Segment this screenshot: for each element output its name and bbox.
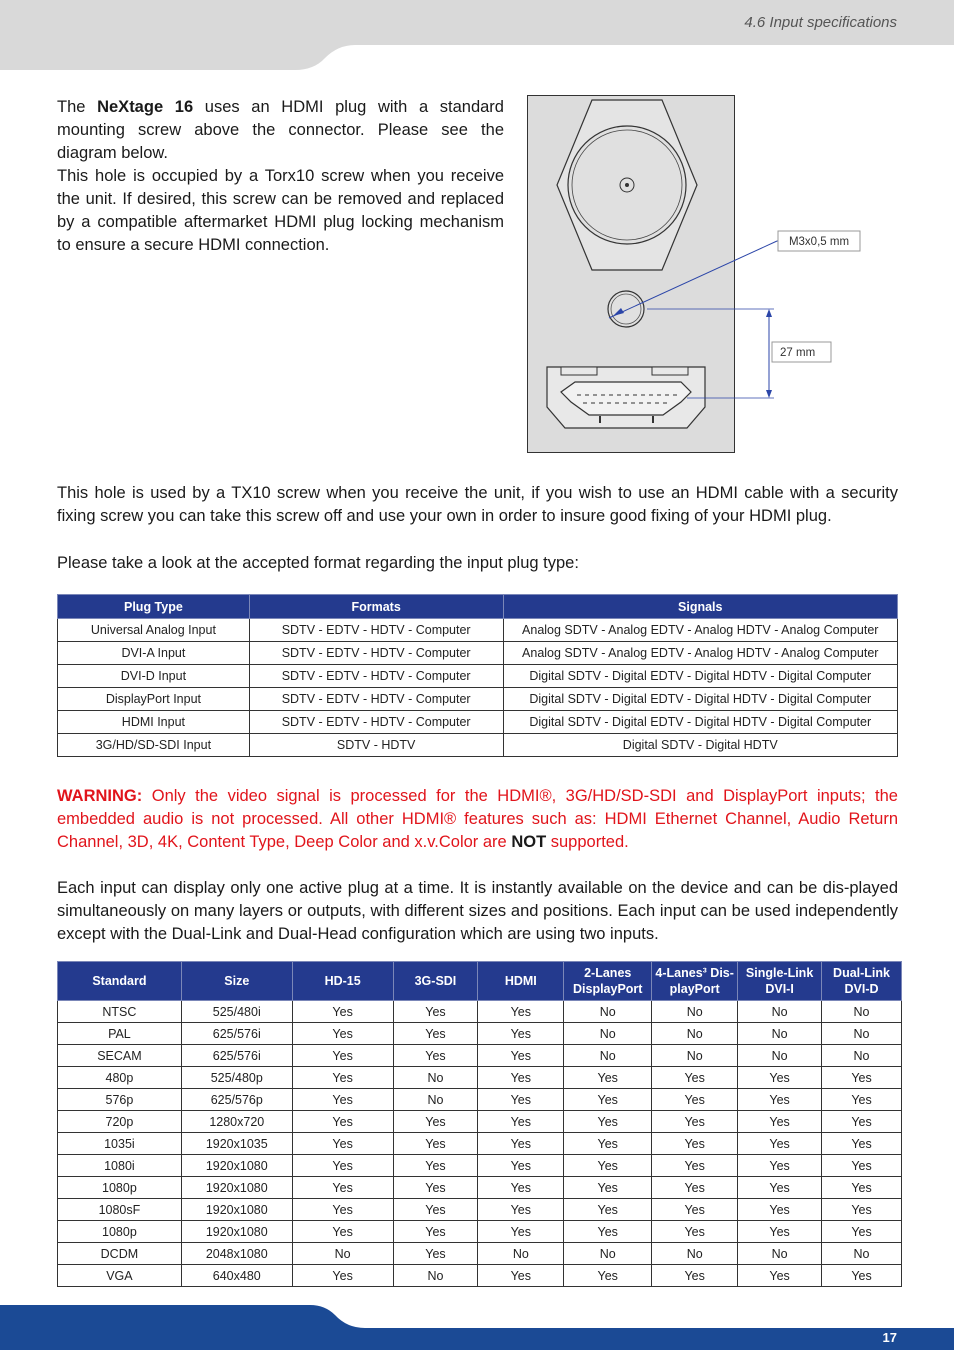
table-cell: SDTV - EDTV - HDTV - Computer — [249, 619, 503, 642]
table-row — [58, 734, 898, 757]
table-cell: Yes — [738, 1199, 822, 1221]
table-cell: Digital SDTV - Digital EDTV - Digital HDTV - Digital Computer — [503, 688, 898, 711]
distance-label: 27 mm — [780, 347, 816, 359]
table-cell: Yes — [478, 1001, 564, 1023]
table-cell: Digital SDTV - Digital EDTV - Digital HDTV - Digital Computer — [503, 711, 898, 734]
table-row — [58, 1221, 902, 1243]
table-row — [58, 688, 898, 711]
table-cell: SECAM — [58, 1045, 182, 1067]
table-cell: Yes — [738, 1155, 822, 1177]
not-emphasis: NOT — [511, 833, 547, 851]
table-row — [58, 711, 898, 734]
table-cell: Yes — [478, 1023, 564, 1045]
table-cell: 1080p — [58, 1221, 182, 1243]
table-cell: Yes — [292, 1155, 393, 1177]
table-cell: SDTV - EDTV - HDTV - Computer — [249, 688, 503, 711]
table-cell: Yes — [393, 1023, 478, 1045]
table-cell: 640x480 — [181, 1265, 292, 1287]
page-number: 17 — [882, 1330, 897, 1345]
table-cell: VGA — [58, 1265, 182, 1287]
table-cell: SDTV - HDTV — [249, 734, 503, 757]
table-cell: Universal Analog Input — [58, 619, 250, 642]
table-cell: Yes — [652, 1133, 738, 1155]
table-row — [58, 1089, 902, 1111]
header-plug-type: Plug Type — [58, 595, 250, 619]
table-row — [58, 665, 898, 688]
table-cell: No — [393, 1067, 478, 1089]
table-cell: Yes — [292, 1177, 393, 1199]
header-signals: Signals — [503, 595, 898, 619]
table-cell: Yes — [393, 1155, 478, 1177]
table-cell: No — [652, 1001, 738, 1023]
format-support-table — [57, 961, 902, 1287]
column-header: HD-15 — [292, 962, 393, 1001]
table-cell: 1920x1080 — [181, 1221, 292, 1243]
header-band — [0, 0, 954, 70]
column-header: 4-Lanes³ Dis-playPort — [652, 962, 738, 1001]
table-cell: No — [292, 1243, 393, 1265]
table-cell: Yes — [564, 1111, 652, 1133]
table-cell: No — [564, 1045, 652, 1067]
table-cell: Yes — [393, 1243, 478, 1265]
table-cell: 625/576p — [181, 1089, 292, 1111]
table-cell: 1080p — [58, 1177, 182, 1199]
table-cell: Yes — [393, 1001, 478, 1023]
table-cell: PAL — [58, 1023, 182, 1045]
table-cell: Yes — [564, 1221, 652, 1243]
table-cell: 1280x720 — [181, 1111, 292, 1133]
table-row — [58, 1067, 902, 1089]
table-cell: 1920x1080 — [181, 1155, 292, 1177]
header-formats: Formats — [249, 595, 503, 619]
table-cell: Yes — [738, 1177, 822, 1199]
column-header: HDMI — [478, 962, 564, 1001]
table-cell: Yes — [478, 1133, 564, 1155]
table-cell: 576p — [58, 1089, 182, 1111]
column-header: Dual-Link DVI-D — [822, 962, 902, 1001]
table-row — [58, 1045, 902, 1067]
table-cell: DVI-D Input — [58, 665, 250, 688]
table-cell: Yes — [292, 1045, 393, 1067]
table-header-row — [58, 595, 898, 619]
table-cell: Yes — [292, 1133, 393, 1155]
table-row — [58, 1001, 902, 1023]
table-cell: Yes — [478, 1155, 564, 1177]
intro-text — [57, 96, 504, 257]
table-cell: Yes — [738, 1133, 822, 1155]
table-cell: Yes — [652, 1177, 738, 1199]
table-cell: Yes — [478, 1199, 564, 1221]
table-cell: DisplayPort Input — [58, 688, 250, 711]
table-cell: Yes — [822, 1265, 902, 1287]
table-cell: 525/480i — [181, 1001, 292, 1023]
table-cell: SDTV - EDTV - HDTV - Computer — [249, 665, 503, 688]
table-cell: Yes — [738, 1221, 822, 1243]
table-cell: Yes — [478, 1111, 564, 1133]
format-intro-paragraph: Please take a look at the accepted format regarding the input plug type: — [57, 554, 579, 572]
table-cell: Yes — [822, 1089, 902, 1111]
column-header: Single-Link DVI-I — [738, 962, 822, 1001]
table-cell: Yes — [393, 1177, 478, 1199]
table-row — [58, 1133, 902, 1155]
table-cell: Yes — [564, 1265, 652, 1287]
table-cell: Yes — [393, 1045, 478, 1067]
table-row — [58, 619, 898, 642]
section-title: 4.6 Input specifications — [744, 14, 897, 31]
table-cell: Yes — [478, 1177, 564, 1199]
table-row — [58, 1023, 902, 1045]
column-header: Standard — [58, 962, 182, 1001]
table-cell: No — [652, 1023, 738, 1045]
footer-band — [0, 1300, 954, 1350]
plug-table-body — [58, 619, 898, 757]
table-cell: Yes — [564, 1133, 652, 1155]
table-cell: 1080sF — [58, 1199, 182, 1221]
table-cell: Yes — [738, 1265, 822, 1287]
table-cell: No — [478, 1243, 564, 1265]
table-cell: Yes — [564, 1199, 652, 1221]
table-cell: 625/576i — [181, 1023, 292, 1045]
table-cell: No — [738, 1023, 822, 1045]
table-cell: Yes — [738, 1111, 822, 1133]
table-cell: 625/576i — [181, 1045, 292, 1067]
table-cell: Digital SDTV - Digital EDTV - Digital HDTV - Digital Computer — [503, 665, 898, 688]
table-cell: Yes — [564, 1177, 652, 1199]
table-cell: Yes — [738, 1067, 822, 1089]
table-cell: No — [738, 1001, 822, 1023]
table-cell: Yes — [393, 1199, 478, 1221]
table-cell: Yes — [738, 1089, 822, 1111]
table-cell: No — [822, 1001, 902, 1023]
table-cell: Yes — [292, 1111, 393, 1133]
table-cell: 2048x1080 — [181, 1243, 292, 1265]
table-cell: Digital SDTV - Digital HDTV — [503, 734, 898, 757]
table-row — [58, 642, 898, 665]
table-cell: Yes — [478, 1265, 564, 1287]
table-cell: Yes — [652, 1089, 738, 1111]
table-cell: Yes — [652, 1155, 738, 1177]
table-cell: Yes — [292, 1067, 393, 1089]
table-cell: Analog SDTV - Analog EDTV - Analog HDTV - Analog Computer — [503, 642, 898, 665]
table-cell: No — [738, 1045, 822, 1067]
table-row — [58, 1155, 902, 1177]
table-cell: Yes — [652, 1067, 738, 1089]
table-cell: Yes — [822, 1133, 902, 1155]
table-cell: 1920x1080 — [181, 1199, 292, 1221]
table-cell: Yes — [292, 1265, 393, 1287]
table-row — [58, 1111, 902, 1133]
table-cell: No — [393, 1265, 478, 1287]
table-cell: Yes — [292, 1023, 393, 1045]
table-cell: No — [564, 1243, 652, 1265]
table-cell: 480p — [58, 1067, 182, 1089]
table-cell: 1920x1080 — [181, 1177, 292, 1199]
table-cell: No — [564, 1001, 652, 1023]
screw-size-label: M3x0,5 mm — [788, 236, 850, 248]
column-header: 3G-SDI — [393, 962, 478, 1001]
table-cell: No — [822, 1023, 902, 1045]
column-header: Size — [181, 962, 292, 1001]
table-cell: Yes — [822, 1221, 902, 1243]
table-cell: Yes — [393, 1221, 478, 1243]
table-cell: Yes — [822, 1067, 902, 1089]
table-cell: Yes — [478, 1045, 564, 1067]
table-cell: No — [652, 1045, 738, 1067]
table-cell: Yes — [478, 1221, 564, 1243]
table-cell: HDMI Input — [58, 711, 250, 734]
table-header-row — [58, 962, 902, 1001]
table-cell: 525/480p — [181, 1067, 292, 1089]
hdmi-connector-diagram — [527, 95, 862, 455]
table-cell: Yes — [822, 1111, 902, 1133]
table-row — [58, 1243, 902, 1265]
table-cell: SDTV - EDTV - HDTV - Computer — [249, 711, 503, 734]
table-cell: Yes — [393, 1111, 478, 1133]
plug-type-table — [57, 594, 898, 757]
table-cell: Yes — [564, 1155, 652, 1177]
table-cell: No — [822, 1243, 902, 1265]
table-cell: Yes — [652, 1265, 738, 1287]
table-cell: Yes — [652, 1199, 738, 1221]
input-usage-paragraph: Each input can display only one active plug at a time. It is instantly available on the device and can be dis-played simultaneously on many layers or outputs, with different sizes and positions. Each input can be used independently except with the Dual-Link and Dual-Head configuration which are using two inputs. — [57, 879, 898, 943]
table-cell: Yes — [292, 1001, 393, 1023]
table-cell: No — [564, 1023, 652, 1045]
table-cell: Analog SDTV - Analog EDTV - Analog HDTV - Analog Computer — [503, 619, 898, 642]
intro-paragraph-1: The NeXtage 16 uses an HDMI plug with a standard mounting screw above the connector. Please see the diagram below. — [57, 98, 504, 162]
warning-paragraph: WARNING: Only the video signal is processed for the HDMI®, 3G/HD/SD-SDI and DisplayPort inputs; the embedded audio is not processed. All other HDMI® features such as: HDMI Ethernet Channel, Audio Return Channel, 3D, 4K, Content Type, Deep Color and x.v.Color are NOT supported. — [57, 787, 898, 851]
screw-hole-icon — [608, 291, 644, 327]
table-cell: No — [652, 1243, 738, 1265]
table-cell: DCDM — [58, 1243, 182, 1265]
tx10-paragraph: This hole is used by a TX10 screw when you receive the unit, if you wish to use an HDMI cable with a security fixing screw you can take this screw off and use your own in order to insure good fixing of your HDMI plug. — [57, 484, 898, 525]
table-cell: Yes — [292, 1089, 393, 1111]
table-row — [58, 1177, 902, 1199]
table-cell: Yes — [478, 1089, 564, 1111]
table-cell: 3G/HD/SD-SDI Input — [58, 734, 250, 757]
table-cell: 1035i — [58, 1133, 182, 1155]
table-cell: No — [738, 1243, 822, 1265]
table-cell: Yes — [652, 1221, 738, 1243]
format-table-body — [58, 1001, 902, 1287]
table-cell: Yes — [822, 1177, 902, 1199]
table-cell: Yes — [292, 1221, 393, 1243]
table-row — [58, 1265, 902, 1287]
intro-paragraph-2: This hole is occupied by a Torx10 screw when you receive the unit. If desired, this screw can be removed and replaced by a compatible aftermarket HDMI plug locking mechanism to ensure a secure HDMI connection. — [57, 167, 504, 254]
table-cell: Yes — [478, 1067, 564, 1089]
table-cell: Yes — [564, 1089, 652, 1111]
column-header: 2-Lanes DisplayPort — [564, 962, 652, 1001]
hdmi-port-icon — [547, 367, 705, 428]
table-cell: No — [822, 1045, 902, 1067]
table-cell: 720p — [58, 1111, 182, 1133]
table-cell: Yes — [652, 1111, 738, 1133]
table-cell: 1080i — [58, 1155, 182, 1177]
table-cell: Yes — [393, 1133, 478, 1155]
table-cell: NTSC — [58, 1001, 182, 1023]
table-cell: Yes — [292, 1199, 393, 1221]
warning-label: WARNING: — [57, 787, 143, 805]
table-cell: Yes — [564, 1067, 652, 1089]
table-cell: DVI-A Input — [58, 642, 250, 665]
table-cell: Yes — [822, 1199, 902, 1221]
table-cell: SDTV - EDTV - HDTV - Computer — [249, 642, 503, 665]
table-cell: Yes — [822, 1155, 902, 1177]
table-row — [58, 1199, 902, 1221]
product-name: NeXtage 16 — [97, 98, 194, 116]
table-cell: No — [393, 1089, 478, 1111]
table-cell: 1920x1035 — [181, 1133, 292, 1155]
